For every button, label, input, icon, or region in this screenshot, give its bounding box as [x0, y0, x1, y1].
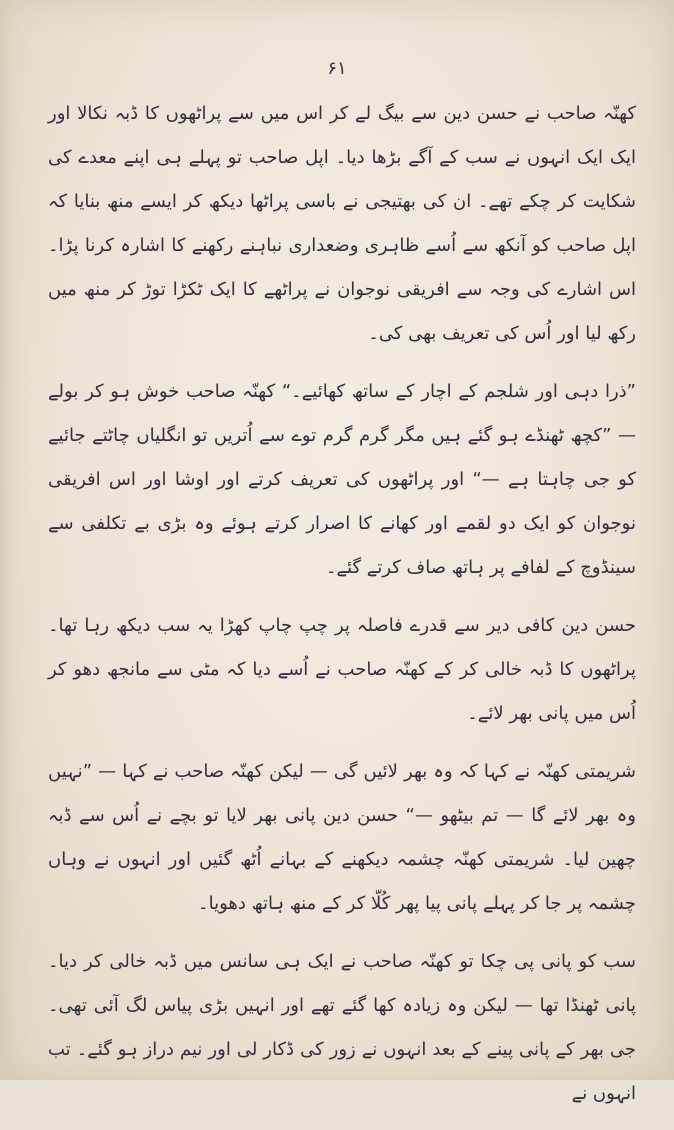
page-number: ۶۱	[327, 58, 347, 79]
paragraph-3: حسن دین کافی دیر سے قدرے فاصلہ پر چپ چاپ کھڑا یہ سب دیکھ رہا تھا۔ پراٹھوں کا ڈبہ خالی کر کے کھنّہ صاحب نے اُسے دیا کہ مٹی سے مانجھ دھو کر اُس میں پانی بھر لائے۔	[48, 615, 636, 724]
page-edge-shadow	[0, 0, 10, 1080]
paragraph-2: ”ذرا دہی اور شلجم کے اچار کے ساتھ کھائیے۔“ کھنّہ صاحب خوش ہو کر بولے — ”کچھ ٹھنڈے ہو گئے ہیں مگر گرم گرم توے سے اُتریں تو انگلیاں چاٹتے جائیے کو جی چاہتا ہے —“ اور پراٹھوں کی تعریف کرتے اور اوشا اور اس افریقی نوجوان کو ایک دو لقمے اور کھانے کا اصرار کرتے ہوئے وہ بڑی بے تکلفی سے سینڈوچ کے لفافے پر ہاتھ صاف کرتے گئے۔	[48, 381, 636, 578]
paragraph-5: سب کو پانی پی چکا تو کھنّہ صاحب نے ایک ہی سانس میں ڈبہ خالی کر دیا۔ پانی ٹھنڈا تھا — لیکن وہ زیادہ کھا گئے تھے اور انہیں بڑی پیاس لگ آئی تھی۔ جی بھر کے پانی پینے کے بعد انہوں نے زور کی ڈکار لی اور نیم دراز ہو گئے۔ تب انہوں نے	[48, 951, 636, 1104]
paragraph-4: شریمتی کھنّہ نے کہا کہ وہ بھر لائیں گی — لیکن کھنّہ صاحب نے کہا — ”نہیں وہ بھر لائے گا — تم بیٹھو —“ حسن دین پانی بھر لایا تو بچے نے اُس سے ڈبہ چھین لیا۔ شریمتی کھنّہ چشمہ دیکھنے کے بہانے اُٹھ گئیں اور انہوں نے وہاں چشمہ پر جا کر پہلے پانی پیا پھر کُلّا کر کے منھ ہاتھ دھویا۔	[48, 761, 636, 914]
paragraph-1: کھنّہ صاحب نے حسن دین سے بیگ لے کر اس میں سے پراٹھوں کا ڈبہ نکالا اور ایک ایک انہوں نے سب کے آگے بڑھا دیا۔ اپل صاحب تو پہلے ہی اپنے معدے کی شکایت کر چکے تھے۔ ان کی بھتیجی نے باسی پراٹھا دیکھ کر ایسے منھ بنایا کہ اپل صاحب کو آنکھ سے اُسے ظاہری وضعداری نباہنے رکھنے کا اشارہ کرنا پڑا۔ اس اشارے کی وجہ سے افریقی نوجوان نے پراٹھے کا ایک ٹکڑا توڑ کر منھ میں رکھ لیا اور اُس کی تعریف بھی کی۔	[48, 103, 636, 344]
page-body-text	[48, 92, 636, 1130]
